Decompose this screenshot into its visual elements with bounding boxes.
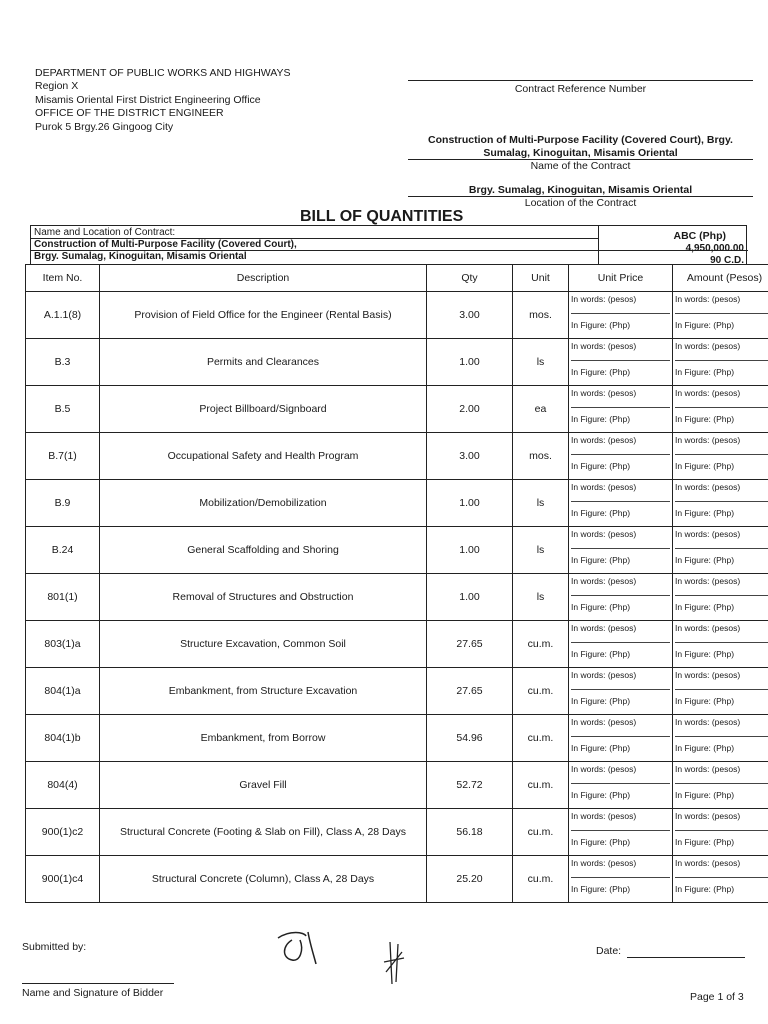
contract-ref-label: Contract Reference Number: [514, 83, 647, 95]
column-header-unit: Unit: [513, 265, 569, 292]
item-description: Mobilization/Demobilization: [100, 480, 427, 527]
column-header-unit-price: Unit Price: [569, 265, 673, 292]
amount-entry: [675, 621, 768, 667]
amount-entry: [675, 386, 768, 432]
item-unit: cu.m.: [513, 809, 569, 856]
item-qty: 3.00: [427, 292, 513, 339]
item-unit: cu.m.: [513, 668, 569, 715]
table-row: [26, 386, 768, 433]
unit-price-words-field[interactable]: In words: (pesos): [571, 574, 670, 596]
unit-price-words-field[interactable]: In words: (pesos): [571, 386, 670, 408]
amount-entry: [675, 527, 768, 573]
amount-entry: [675, 339, 768, 385]
unit-price-figure-field[interactable]: In Figure: (Php): [571, 883, 631, 894]
boq-table: [25, 264, 768, 903]
unit-price-figure-field[interactable]: In Figure: (Php): [571, 742, 631, 753]
table-row: [26, 433, 768, 480]
item-unit: cu.m.: [513, 762, 569, 809]
item-no: 900(1)c4: [26, 856, 100, 903]
abc-amount: 4,950,000.00: [685, 243, 744, 254]
agency-block: [35, 67, 291, 134]
amount-words-field[interactable]: In words: (pesos): [675, 809, 768, 831]
item-description: Embankment, from Borrow: [100, 715, 427, 762]
unit-price-words-field[interactable]: In words: (pesos): [571, 480, 670, 502]
unit-price-figure-field[interactable]: In Figure: (Php): [571, 507, 631, 518]
item-no: 801(1): [26, 574, 100, 621]
item-no: B.9: [26, 480, 100, 527]
unit-price-cell: [569, 715, 673, 762]
item-unit: cu.m.: [513, 715, 569, 762]
amount-figure-field[interactable]: In Figure: (Php): [675, 742, 735, 753]
amount-entry: [675, 480, 768, 526]
item-description: Permits and Clearances: [100, 339, 427, 386]
amount-figure-field[interactable]: In Figure: (Php): [675, 836, 735, 847]
page-title: BILL OF QUANTITIES: [300, 208, 464, 225]
amount-words-field[interactable]: In words: (pesos): [675, 527, 768, 549]
table-row: [26, 480, 768, 527]
handwritten-initial-icon: [380, 938, 410, 988]
unit-price-figure-field[interactable]: In Figure: (Php): [571, 836, 631, 847]
item-unit: mos.: [513, 292, 569, 339]
item-unit: ls: [513, 339, 569, 386]
amount-figure-field[interactable]: In Figure: (Php): [675, 601, 735, 612]
item-no: 804(1)a: [26, 668, 100, 715]
unit-price-entry: [571, 668, 670, 714]
submitted-by-label: Submitted by:: [22, 941, 87, 953]
unit-price-entry: [571, 715, 670, 761]
item-qty: 27.65: [427, 621, 513, 668]
agency-line: Misamis Oriental First District Engineering Office: [35, 93, 261, 106]
item-unit: ls: [513, 527, 569, 574]
item-qty: 27.65: [427, 668, 513, 715]
unit-price-entry: [571, 574, 670, 620]
contract-location-label: Location of the Contract: [524, 197, 637, 209]
item-qty: 1.00: [427, 339, 513, 386]
item-no: B.3: [26, 339, 100, 386]
unit-price-cell: [569, 527, 673, 574]
contract-name-line: Sumalag, Kinoguitan, Misamis Oriental: [483, 147, 678, 159]
unit-price-cell: [569, 480, 673, 527]
amount-entry: [675, 574, 768, 620]
item-qty: 2.00: [427, 386, 513, 433]
item-description: Occupational Safety and Health Program: [100, 433, 427, 480]
unit-price-cell: [569, 386, 673, 433]
item-description: Structural Concrete (Column), Class A, 28 Days: [100, 856, 427, 903]
amount-entry: [675, 715, 768, 761]
unit-price-words-field[interactable]: In words: (pesos): [571, 621, 670, 643]
agency-line: Purok 5 Brgy.26 Gingoog City: [35, 120, 174, 133]
header-divider: [598, 226, 599, 265]
abc-duration: 90 C.D.: [710, 255, 744, 266]
table-row: [26, 668, 768, 715]
unit-price-figure-field[interactable]: In Figure: (Php): [571, 460, 631, 471]
contract-name-line: Construction of Multi-Purpose Facility (Covered Court), Brgy.: [428, 134, 733, 146]
table-row: [26, 715, 768, 762]
amount-figure-field[interactable]: In Figure: (Php): [675, 789, 735, 800]
amount-words-field[interactable]: In words: (pesos): [675, 668, 768, 690]
amount-words-field[interactable]: In words: (pesos): [675, 762, 768, 784]
amount-words-field[interactable]: In words: (pesos): [675, 856, 768, 878]
unit-price-words-field[interactable]: In words: (pesos): [571, 292, 670, 314]
contract-ref-line: [408, 80, 753, 81]
item-description: Removal of Structures and Obstruction: [100, 574, 427, 621]
unit-price-cell: [569, 762, 673, 809]
date-label: Date:: [596, 945, 622, 957]
unit-price-entry: [571, 386, 670, 432]
item-description: Gravel Fill: [100, 762, 427, 809]
item-unit: cu.m.: [513, 621, 569, 668]
amount-cell: [673, 480, 768, 527]
item-unit: cu.m.: [513, 856, 569, 903]
amount-cell: [673, 433, 768, 480]
column-header-qty: Qty: [427, 265, 513, 292]
agency-line: DEPARTMENT OF PUBLIC WORKS AND HIGHWAYS: [35, 67, 291, 79]
unit-price-words-field[interactable]: In words: (pesos): [571, 762, 670, 784]
amount-figure-field[interactable]: In Figure: (Php): [675, 319, 735, 330]
amount-entry: [675, 292, 768, 338]
unit-price-figure-field[interactable]: In Figure: (Php): [571, 601, 631, 612]
item-unit: ls: [513, 480, 569, 527]
unit-price-entry: [571, 480, 670, 526]
amount-cell: [673, 809, 768, 856]
unit-price-figure-field[interactable]: In Figure: (Php): [571, 319, 631, 330]
unit-price-cell: [569, 856, 673, 903]
signature-line: [22, 983, 174, 984]
unit-price-figure-field[interactable]: In Figure: (Php): [571, 554, 631, 565]
item-description: Structural Concrete (Footing & Slab on Fill), Class A, 28 Days: [100, 809, 427, 856]
item-qty: 56.18: [427, 809, 513, 856]
amount-cell: [673, 292, 768, 339]
unit-price-figure-field[interactable]: In Figure: (Php): [571, 413, 631, 424]
unit-price-entry: [571, 339, 670, 385]
unit-price-cell: [569, 339, 673, 386]
date-line: [627, 957, 745, 958]
page-number: Page 1 of 3: [690, 991, 744, 1003]
item-description: Structure Excavation, Common Soil: [100, 621, 427, 668]
item-qty: 52.72: [427, 762, 513, 809]
amount-figure-field[interactable]: In Figure: (Php): [675, 883, 735, 894]
amount-words-field[interactable]: In words: (pesos): [675, 386, 768, 408]
amount-cell: [673, 668, 768, 715]
unit-price-cell: [569, 574, 673, 621]
item-no: 900(1)c2: [26, 809, 100, 856]
unit-price-words-field[interactable]: In words: (pesos): [571, 433, 670, 455]
item-no: B.5: [26, 386, 100, 433]
unit-price-figure-field[interactable]: In Figure: (Php): [571, 695, 631, 706]
table-row: [26, 762, 768, 809]
item-qty: 1.00: [427, 480, 513, 527]
column-header-amount: Amount (Pesos): [673, 265, 768, 292]
amount-entry: [675, 809, 768, 855]
agency-line: Region X: [35, 80, 79, 93]
item-qty: 1.00: [427, 527, 513, 574]
header-label: Name and Location of Contract:: [34, 227, 176, 238]
amount-cell: [673, 621, 768, 668]
table-header-row: [26, 265, 768, 292]
amount-figure-field[interactable]: In Figure: (Php): [675, 695, 735, 706]
amount-cell: [673, 762, 768, 809]
amount-figure-field[interactable]: In Figure: (Php): [675, 554, 735, 565]
contract-name-label: Name of the Contract: [530, 160, 631, 172]
item-qty: 25.20: [427, 856, 513, 903]
item-description: Embankment, from Structure Excavation: [100, 668, 427, 715]
unit-price-figure-field[interactable]: In Figure: (Php): [571, 366, 631, 377]
unit-price-words-field[interactable]: In words: (pesos): [571, 715, 670, 737]
unit-price-figure-field[interactable]: In Figure: (Php): [571, 648, 631, 659]
column-header-item: Item No.: [26, 265, 100, 292]
unit-price-cell: [569, 433, 673, 480]
table-row: [26, 527, 768, 574]
unit-price-cell: [569, 809, 673, 856]
unit-price-words-field[interactable]: In words: (pesos): [571, 809, 670, 831]
contract-header-box: [30, 225, 747, 264]
item-no: B.24: [26, 527, 100, 574]
item-unit: ea: [513, 386, 569, 433]
item-no: 803(1)a: [26, 621, 100, 668]
item-unit: mos.: [513, 433, 569, 480]
unit-price-cell: [569, 621, 673, 668]
amount-figure-field[interactable]: In Figure: (Php): [675, 366, 735, 377]
amount-entry: [675, 762, 768, 808]
item-description: General Scaffolding and Shoring: [100, 527, 427, 574]
amount-figure-field[interactable]: In Figure: (Php): [675, 648, 735, 659]
amount-cell: [673, 715, 768, 762]
item-description: Project Billboard/Signboard: [100, 386, 427, 433]
amount-entry: [675, 433, 768, 479]
signature-label: Name and Signature of Bidder: [22, 987, 164, 999]
amount-figure-field[interactable]: In Figure: (Php): [675, 413, 735, 424]
unit-price-entry: [571, 762, 670, 808]
amount-entry: [675, 668, 768, 714]
amount-cell: [673, 574, 768, 621]
unit-price-entry: [571, 856, 670, 902]
amount-cell: [673, 527, 768, 574]
amount-cell: [673, 386, 768, 433]
item-description: Provision of Field Office for the Engineer (Rental Basis): [100, 292, 427, 339]
unit-price-entry: [571, 621, 670, 667]
handwritten-signature-icon: [270, 920, 330, 970]
unit-price-cell: [569, 292, 673, 339]
unit-price-cell: [569, 668, 673, 715]
table-row: [26, 856, 768, 903]
amount-cell: [673, 856, 768, 903]
unit-price-entry: [571, 433, 670, 479]
unit-price-entry: [571, 527, 670, 573]
item-qty: 3.00: [427, 433, 513, 480]
agency-line: OFFICE OF THE DISTRICT ENGINEER: [35, 107, 224, 120]
unit-price-figure-field[interactable]: In Figure: (Php): [571, 789, 631, 800]
unit-price-words-field[interactable]: In words: (pesos): [571, 527, 670, 549]
amount-words-field[interactable]: In words: (pesos): [675, 574, 768, 596]
amount-cell: [673, 339, 768, 386]
unit-price-entry: [571, 809, 670, 855]
unit-price-words-field[interactable]: In words: (pesos): [571, 668, 670, 690]
table-row: [26, 809, 768, 856]
abc-label: ABC (Php): [673, 230, 726, 242]
amount-figure-field[interactable]: In Figure: (Php): [675, 460, 735, 471]
column-header-description: Description: [100, 265, 427, 292]
header-contract-line: Construction of Multi-Purpose Facility (Covered Court),: [34, 239, 297, 250]
table-row: [26, 621, 768, 668]
header-contract-line: Brgy. Sumalag, Kinoguitan, Misamis Oriental: [34, 251, 247, 262]
amount-words-field[interactable]: In words: (pesos): [675, 339, 768, 361]
item-qty: 1.00: [427, 574, 513, 621]
item-no: 804(1)b: [26, 715, 100, 762]
amount-entry: [675, 856, 768, 902]
amount-words-field[interactable]: In words: (pesos): [675, 715, 768, 737]
unit-price-entry: [571, 292, 670, 338]
item-no: 804(4): [26, 762, 100, 809]
amount-words-field[interactable]: In words: (pesos): [675, 292, 768, 314]
contract-name: [408, 134, 753, 160]
item-no: B.7(1): [26, 433, 100, 480]
table-row: [26, 292, 768, 339]
amount-words-field[interactable]: In words: (pesos): [675, 480, 768, 502]
table-row: [26, 339, 768, 386]
amount-words-field[interactable]: In words: (pesos): [675, 433, 768, 455]
unit-price-words-field[interactable]: In words: (pesos): [571, 339, 670, 361]
unit-price-words-field[interactable]: In words: (pesos): [571, 856, 670, 878]
table-row: [26, 574, 768, 621]
item-qty: 54.96: [427, 715, 513, 762]
item-no: A.1.1(8): [26, 292, 100, 339]
item-unit: ls: [513, 574, 569, 621]
amount-words-field[interactable]: In words: (pesos): [675, 621, 768, 643]
amount-figure-field[interactable]: In Figure: (Php): [675, 507, 735, 518]
contract-location: Brgy. Sumalag, Kinoguitan, Misamis Oriental: [468, 184, 693, 196]
